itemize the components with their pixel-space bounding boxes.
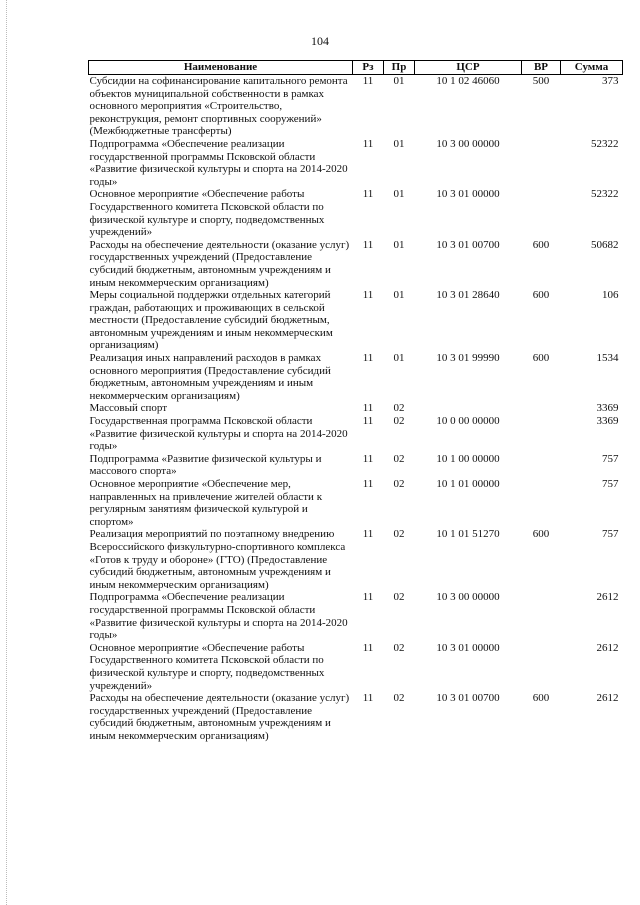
row-pr: 02	[393, 415, 405, 428]
row-csr: 10 3 01 00000	[436, 188, 500, 201]
row-vr: 600	[532, 352, 550, 365]
row-name: Реализация мероприятий по поэтапному внедрению Всероссийского физкультурно-спортивного комплекса «Готов к труду и обороне» (ГТО) (Предоставление субсидий бюджетным, автономным учреждениям и иным некоммерческим организациям)	[89, 528, 346, 591]
header-csr: ЦСР	[415, 61, 522, 75]
page-number: 104	[311, 34, 329, 48]
row-csr: 10 3 01 99990	[436, 352, 500, 365]
row-name: Расходы на обеспечение деятельности (оказание услуг) государственных учреждений (Предоставление субсидий бюджетным, автономным учреждениям и иным некоммерческим организациям)	[89, 238, 350, 289]
row-sum: 3369	[596, 415, 619, 428]
row-name: Основное мероприятие «Обеспечение работы Государственного комитета Псковской области по физической культуре и спорту, подведомственных учреждений»	[89, 641, 325, 692]
row-sum: 106	[602, 289, 619, 302]
budget-table	[88, 60, 623, 742]
row-vr	[522, 188, 561, 238]
row-sum: 757	[602, 478, 619, 490]
table-row	[89, 402, 623, 415]
table-row	[89, 352, 623, 402]
table-row	[89, 528, 623, 591]
table-row	[89, 642, 623, 692]
row-name: Подпрограмма «Обеспечение реализации государственной программы Псковской области «Развитие физической культуры и спорта на 2014-2020 годы»	[89, 591, 348, 642]
row-rz: 11	[362, 452, 374, 465]
row-rz: 11	[362, 137, 374, 150]
table-row	[89, 138, 623, 188]
row-name: Меры социальной поддержки отдельных категорий граждан, работающих и проживающих в сельской местности (Предоставление субсидий бюджетным, автономным учреждениям и иным некоммерческим организациям)	[89, 289, 333, 352]
row-csr: 10 3 01 00700	[436, 238, 500, 251]
row-rz: 11	[362, 415, 374, 428]
table-header-row	[89, 61, 623, 75]
budget-table-container	[88, 60, 622, 742]
row-name: Массовый спорт	[89, 402, 168, 415]
row-csr: 10 1 01 51270	[436, 528, 500, 541]
row-csr	[415, 402, 522, 415]
row-rz: 11	[362, 402, 374, 415]
row-csr: 10 1 00 00000	[436, 452, 500, 465]
row-vr	[522, 415, 561, 453]
row-vr: 600	[532, 289, 550, 302]
row-vr	[522, 402, 561, 415]
row-csr: 10 0 00 00000	[436, 415, 500, 428]
header-vr: ВР	[522, 61, 561, 75]
row-vr: 500	[532, 75, 550, 87]
row-rz: 11	[362, 238, 374, 251]
row-pr: 01	[393, 238, 405, 251]
row-pr: 01	[393, 137, 405, 150]
header-name: Наименование	[89, 61, 353, 75]
row-sum: 50682	[591, 238, 619, 251]
row-rz: 11	[362, 692, 374, 705]
row-name: Основное мероприятие «Обеспечение работы Государственного комитета Псковской области по физической культуре и спорту, подведомственных учреждений»	[89, 188, 325, 239]
row-pr: 01	[393, 75, 405, 87]
row-vr	[522, 478, 561, 528]
row-pr: 02	[393, 402, 405, 415]
row-name: Подпрограмма «Обеспечение реализации государственной программы Псковской области «Развитие физической культуры и спорта на 2014-2020 годы»	[89, 137, 348, 188]
row-pr: 02	[393, 641, 405, 654]
row-csr: 10 3 01 28640	[436, 289, 500, 302]
row-rz: 11	[362, 289, 374, 302]
row-pr: 01	[393, 352, 405, 365]
row-csr: 10 1 01 00000	[436, 478, 500, 490]
row-sum: 3369	[596, 402, 619, 415]
row-name: Подпрограмма «Развитие физической культуры и массового спорта»	[89, 452, 322, 478]
header-pr: Пр	[384, 61, 415, 75]
row-name: Реализация иных направлений расходов в рамках основного мероприятия (Предоставление субсидий бюджетным, автономным учреждениям и иным некоммерческим организациям)	[89, 352, 331, 402]
row-vr: 600	[532, 238, 550, 251]
row-rz: 11	[362, 528, 374, 541]
row-pr: 02	[393, 452, 405, 465]
row-pr: 02	[393, 478, 405, 490]
row-sum: 2612	[596, 692, 619, 705]
row-sum: 757	[602, 528, 619, 541]
row-vr: 600	[532, 692, 550, 705]
row-rz: 11	[362, 478, 374, 490]
row-vr	[522, 453, 561, 478]
scan-edge-line	[6, 0, 7, 905]
row-sum: 2612	[596, 591, 619, 604]
row-sum: 757	[602, 452, 619, 465]
table-row	[89, 239, 623, 289]
row-rz: 11	[362, 188, 374, 201]
row-pr: 02	[393, 528, 405, 541]
row-sum: 2612	[596, 641, 619, 654]
row-vr	[522, 138, 561, 188]
row-name: Государственная программа Псковской области «Развитие физической культуры и спорта на 2014-2020 годы»	[89, 415, 348, 453]
table-row	[89, 415, 623, 453]
row-pr: 01	[393, 289, 405, 302]
table-row	[89, 478, 623, 528]
table-row	[89, 591, 623, 641]
row-rz: 11	[362, 75, 374, 87]
table-row	[89, 75, 623, 138]
row-sum: 52322	[591, 137, 619, 150]
row-csr: 10 3 01 00700	[436, 692, 500, 705]
row-sum: 1534	[596, 352, 619, 365]
row-rz: 11	[362, 641, 374, 654]
row-csr: 10 1 02 46060	[436, 75, 500, 87]
row-name: Расходы на обеспечение деятельности (оказание услуг) государственных учреждений (Предоставление субсидий бюджетным, автономным учреждениям и иным некоммерческим организациям)	[89, 692, 350, 742]
row-pr: 02	[393, 591, 405, 604]
header-rz: Рз	[353, 61, 384, 75]
row-csr: 10 3 00 00000	[436, 137, 500, 150]
table-row	[89, 188, 623, 238]
row-name: Субсидии на софинансирование капитального ремонта объектов муниципальной собственности в рамках основного мероприятия «Строительство, реконструкция, ремонт спортивных сооружений» (Межбюджетные трансферты)	[89, 75, 348, 138]
row-vr	[522, 642, 561, 692]
table-row	[89, 692, 623, 742]
row-pr: 01	[393, 188, 405, 201]
row-sum: 52322	[591, 188, 619, 201]
row-vr	[522, 591, 561, 641]
table-row	[89, 453, 623, 478]
row-name: Основное мероприятие «Обеспечение мер, направленных на привлечение жителей области к регулярным занятиям физической культурой и спортом»	[89, 478, 323, 528]
row-vr: 600	[532, 528, 550, 541]
table-row	[89, 289, 623, 352]
row-sum: 373	[602, 75, 619, 87]
row-csr: 10 3 01 00000	[436, 641, 500, 654]
row-pr: 02	[393, 692, 405, 705]
header-sum: Сумма	[561, 61, 623, 75]
row-rz: 11	[362, 352, 374, 365]
row-csr: 10 3 00 00000	[436, 591, 500, 604]
row-rz: 11	[362, 591, 374, 604]
